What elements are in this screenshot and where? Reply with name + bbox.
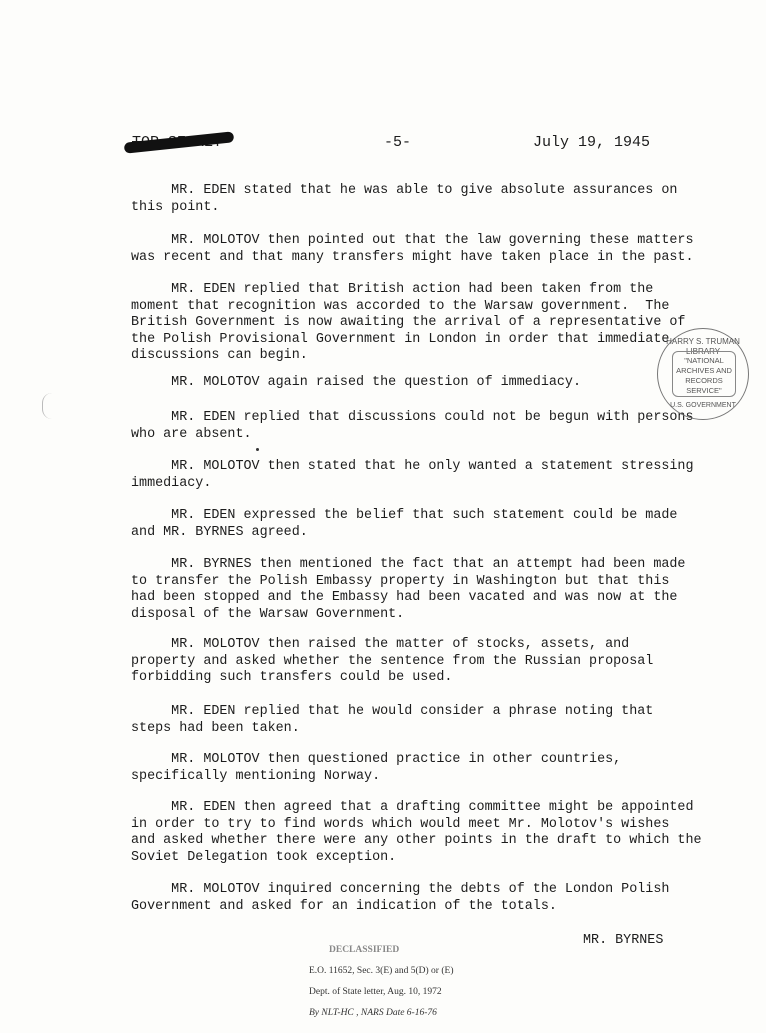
page-number: -5- bbox=[384, 134, 412, 151]
paragraph-6: MR. MOLOTOV then stated that he only wanted a statement stressing immediacy. bbox=[131, 459, 694, 491]
stamp-outer-top-text: HARRY S. TRUMAN LIBRARY bbox=[666, 337, 740, 356]
next-speaker-catchword: MR. BYRNES bbox=[583, 933, 664, 948]
declassified-title: DECLASSIFIED bbox=[329, 945, 400, 955]
declassification-letter: Dept. of State letter, Aug. 10, 1972 bbox=[309, 987, 442, 997]
paragraph-9: MR. MOLOTOV then raised the matter of stocks, assets, and property and asked whether the sentence from the Russian proposal forbidding such transfers could be used. bbox=[131, 637, 654, 685]
declassification-authority: E.O. 11652, Sec. 3(E) and 5(D) or (E) bbox=[309, 966, 454, 976]
paragraph-2: MR. MOLOTOV then pointed out that the law governing these matters was recent and that many transfers might have taken place in the past. bbox=[131, 233, 694, 265]
stamp-inner-text: "NATIONAL ARCHIVES AND RECORDS SERVICE" bbox=[672, 351, 736, 397]
paragraph-13: MR. MOLOTOV inquired concerning the debts of the London Polish Government and asked for an indication of the totals. bbox=[131, 882, 670, 914]
paragraph-8: MR. BYRNES then mentioned the fact that an attempt had been made to transfer the Polish Embassy property in Washington but that this had been stopped and the Embassy had been vacated and was now at the disposal of the Warsaw Government. bbox=[131, 557, 686, 622]
declassification-signature: By NLT-HC , NARS Date 6-16-76 bbox=[309, 1008, 437, 1018]
declassification-stamp bbox=[309, 940, 539, 1024]
stamp-outer-bottom-text: U.S. GOVERNMENT bbox=[670, 402, 736, 409]
paragraph-3: MR. EDEN replied that British action had been taken from the moment that recognition was accorded to the Warsaw government. The British Government is now awaiting the arrival of a representative of the Polish Provisional Government in London in order that immediate discussions can begin. bbox=[131, 282, 686, 363]
paragraph-10: MR. EDEN replied that he would consider a phrase noting that steps had been taken. bbox=[131, 704, 654, 736]
paragraph-5: MR. EDEN replied that discussions could not be begun with persons who are absent. bbox=[131, 410, 694, 442]
paragraph-12: MR. EDEN then agreed that a drafting committee might be appointed in order to try to find words which would meet Mr. Molotov's wishes and asked whether there were any other points in the draft to which the Soviet Delegation took exception. bbox=[131, 800, 702, 865]
margin-mark bbox=[42, 393, 53, 419]
stray-mark bbox=[256, 448, 259, 451]
document-date: July 19, 1945 bbox=[533, 134, 651, 151]
paragraph-7: MR. EDEN expressed the belief that such statement could be made and MR. BYRNES agreed. bbox=[131, 508, 678, 540]
paragraph-11: MR. MOLOTOV then questioned practice in other countries, specifically mentioning Norway. bbox=[131, 752, 622, 784]
paragraph-4: MR. MOLOTOV again raised the question of immediacy. bbox=[131, 375, 581, 390]
paragraph-1: MR. EDEN stated that he was able to give absolute assurances on this point. bbox=[131, 183, 678, 215]
archive-stamp bbox=[657, 328, 749, 420]
